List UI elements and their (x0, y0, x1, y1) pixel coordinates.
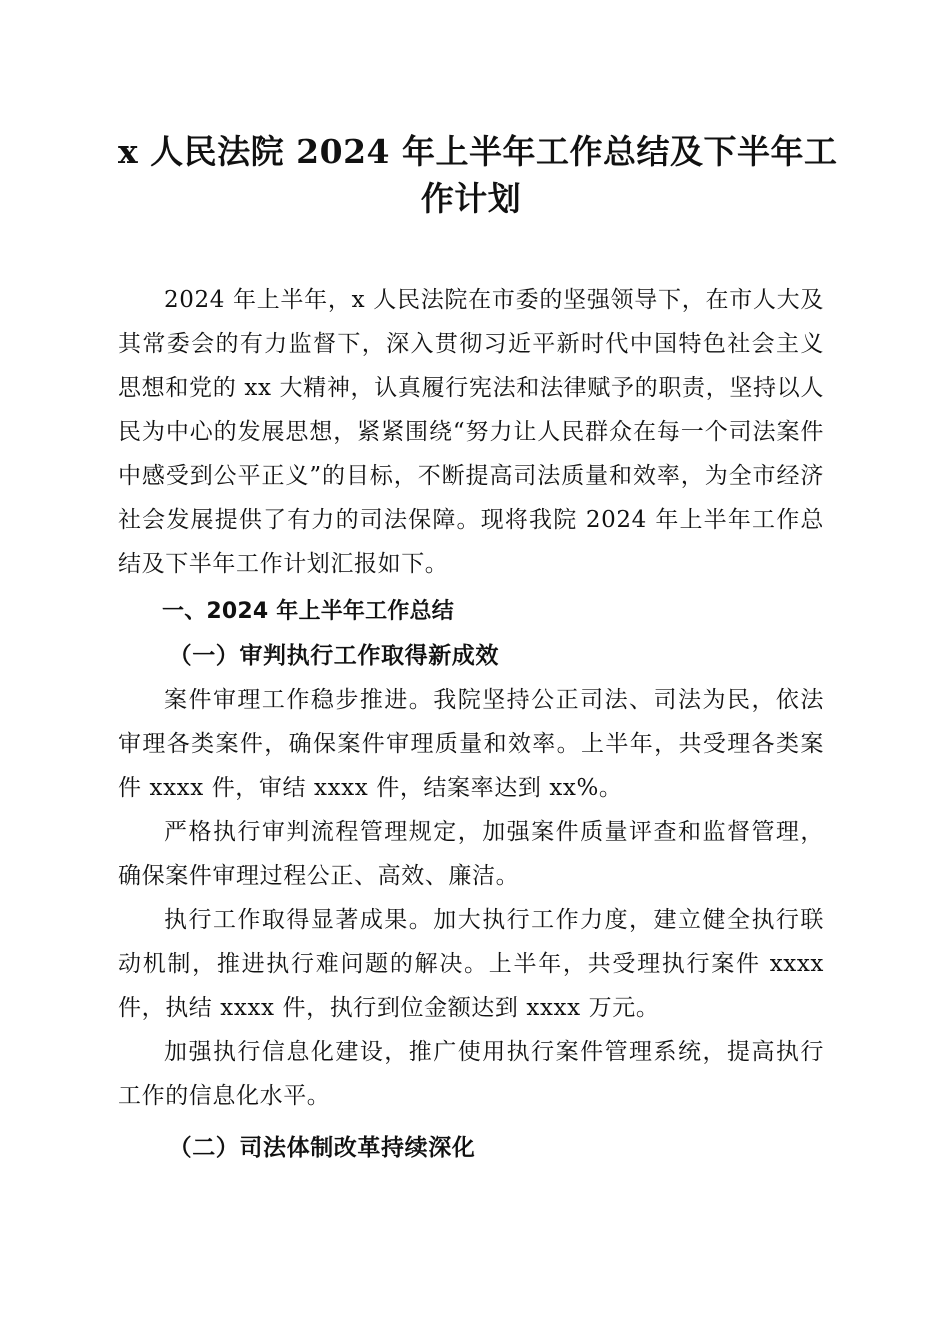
document-body (118, 278, 824, 1170)
document-title (118, 128, 838, 222)
subsection-heading-1: （一）审判执行工作取得新成效 (168, 642, 499, 669)
subsection-heading-2: （二）司法体制改革持续深化 (168, 1134, 476, 1161)
paragraph-enforcement-it: 加强执行信息化建设，推广使用执行案件管理系统，提高执行工作的信息化水平。 (118, 1039, 824, 1109)
intro-paragraph: 2024 年上半年，x 人民法院在市委的坚强领导下，在市人大及其常委会的有力监督下，深入贯彻习近平新时代中国特色社会主义思想和党的 xx 大精神，认真履行宪法和法律赋予的职责，坚持以人民为中心的发展思想，紧紧围绕“努力让人民群众在每一个司法案件中感受到公平正义”的目标，不断提高司法质量和效率，为全市经济社会发展提供了有力的司法保障。现将我院 2024 年上半年工作总结及下半年工作计划汇报如下。 (118, 287, 824, 577)
paragraph-case-trial: 案件审理工作稳步推进。我院坚持公正司法、司法为民，依法审理各类案件，确保案件审理质量和效率。上半年，共受理各类案件 xxxx 件，审结 xxxx 件，结案率达到 xx%。 (118, 687, 824, 801)
paragraph-enforcement: 执行工作取得显著成果。加大执行工作力度，建立健全执行联动机制，推进执行难问题的解决。上半年，共受理执行案件 xxxx 件，执结 xxxx 件，执行到位金额达到 xxxx 万元。 (118, 907, 824, 1021)
section-heading-1: 一、2024 年上半年工作总结 (162, 599, 454, 624)
title-line-2: 作计划 (420, 179, 522, 218)
paragraph-trial-management: 严格执行审判流程管理规定，加强案件质量评查和监督管理，确保案件审理过程公正、高效、廉洁。 (118, 819, 824, 889)
document-page (118, 128, 838, 1170)
title-line-1: x 人民法院 2024 年上半年工作总结及下半年工 (118, 132, 838, 171)
